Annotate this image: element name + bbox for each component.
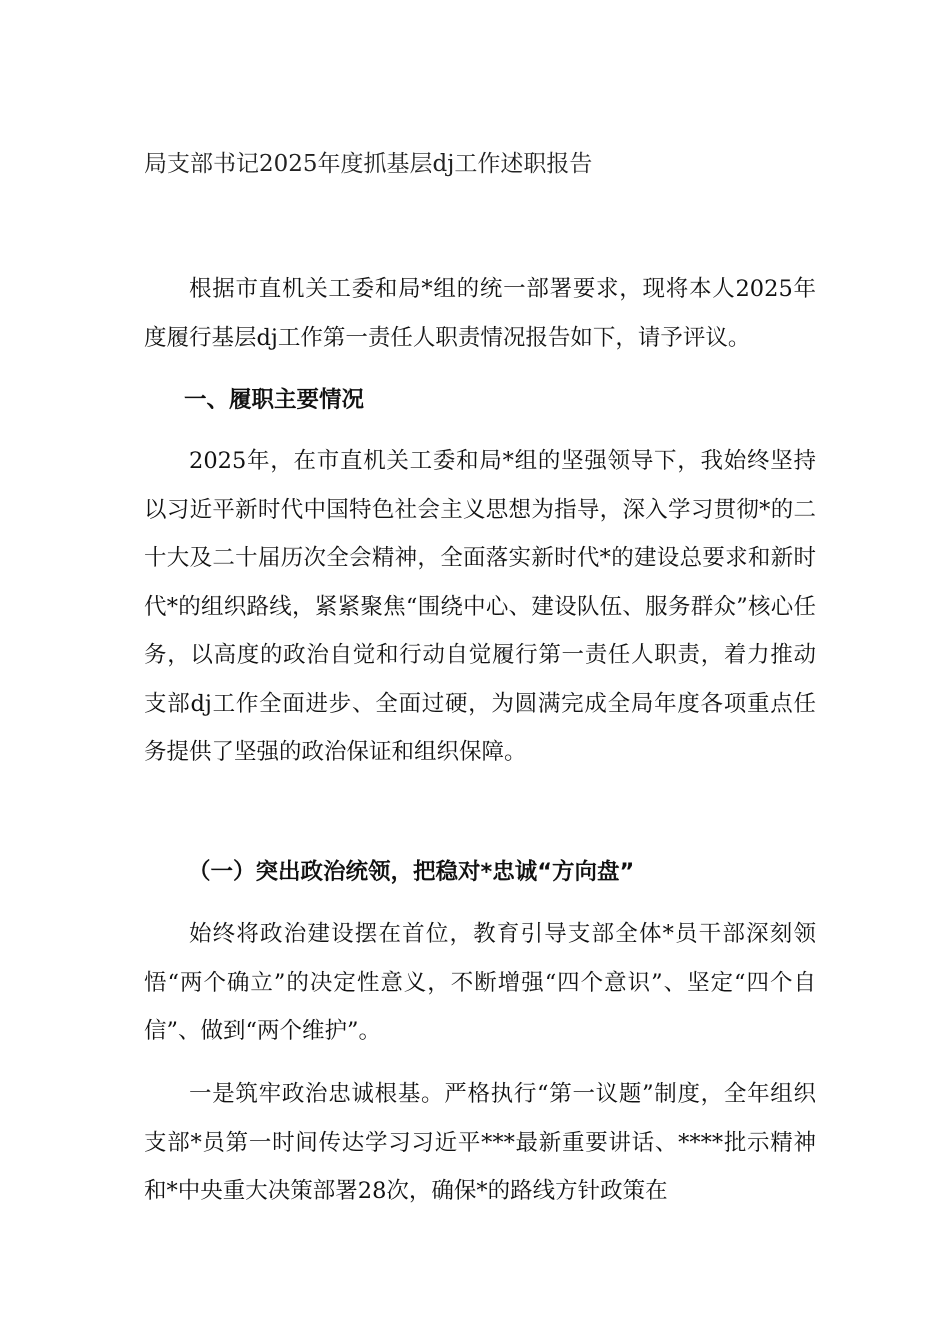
- section-heading-1: 一、履职主要情况: [184, 387, 365, 413]
- point-paragraph-1: 一是筑牢政治忠诚根基。严格执行“第一议题”制度，全年组织支部*员第一时间传达学习习近平***最新重要讲话、****批示精神和*中央重大决策部署28次，确保*的路线方针政策在: [144, 1081, 816, 1204]
- document-title: 局支部书记2025年度抓基层dj工作述职报告: [144, 151, 593, 177]
- subsection-paragraph-1: 始终将政治建设摆在首位，教育引导支部全体*员干部深刻领悟“两个确立”的决定性意义，不断增强“四个意识”、坚定“四个自信”、做到“两个维护”。: [144, 921, 816, 1044]
- subsection-heading-1: （一）突出政治统领，把稳对*忠诚“方向盘”: [188, 859, 635, 885]
- overview-paragraph: 2025年，在市直机关工委和局*组的坚强领导下，我始终坚持以习近平新时代中国特色社会主义思想为指导，深入学习贯彻*的二十大及二十届历次全会精神，全面落实新时代*的建设总要求和新时代*的组织路线，紧紧聚焦“围绕中心、建设队伍、服务群众”核心任务，以高度的政治自觉和行动自觉履行第一责任人职责，着力推动支部dj工作全面进步、全面过硬，为圆满完成全局年度各项重点任务提供了坚强的政治保证和组织保障。: [144, 448, 816, 765]
- intro-paragraph: 根据市直机关工委和局*组的统一部署要求，现将本人2025年度履行基层dj工作第一责任人职责情况报告如下，请予评议。: [144, 276, 816, 351]
